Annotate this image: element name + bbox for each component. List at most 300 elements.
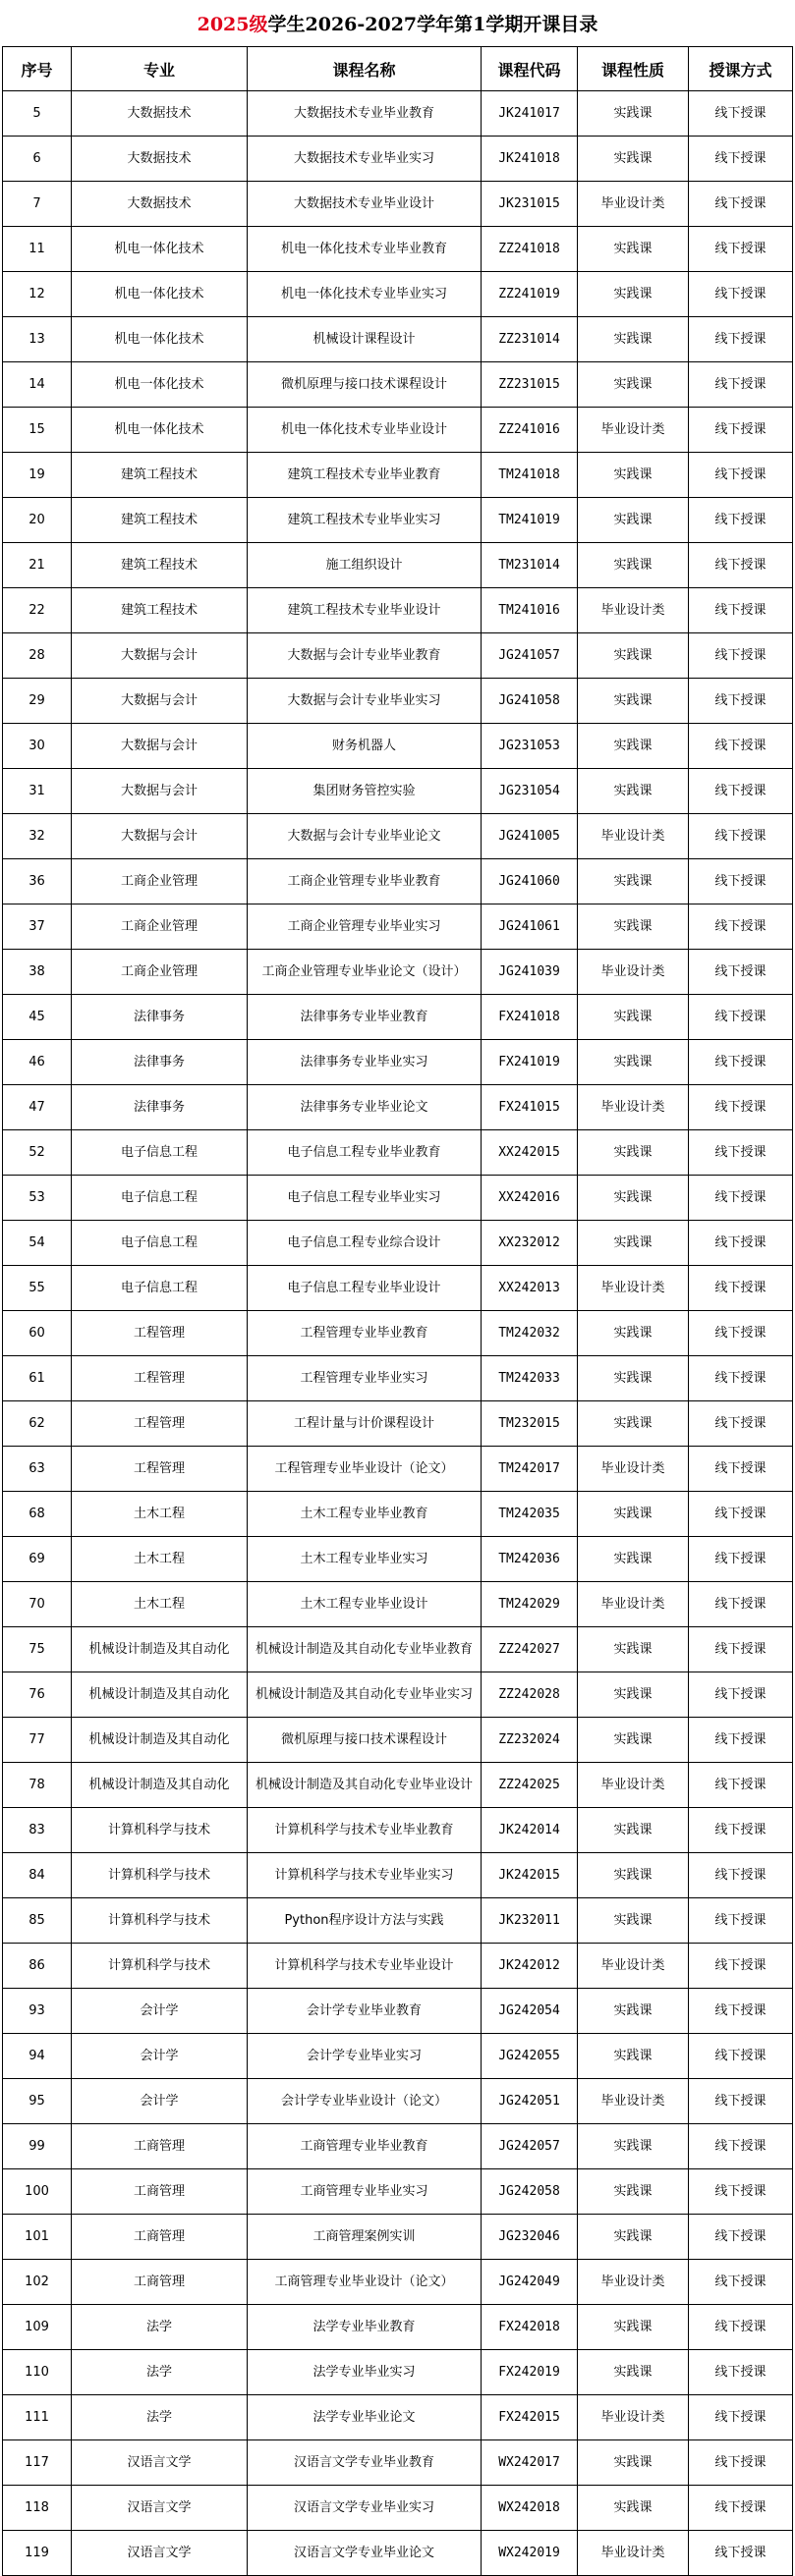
cell-code: XX242013 (482, 1266, 578, 1311)
cell-major: 法学 (72, 2305, 248, 2350)
cell-mode: 线下授课 (689, 543, 793, 588)
cell-code: TM242036 (482, 1537, 578, 1582)
cell-mode: 线下授课 (689, 137, 793, 182)
cell-code: ZZ242027 (482, 1627, 578, 1672)
cell-seq: 95 (3, 2079, 72, 2124)
cell-seq: 77 (3, 1718, 72, 1763)
cell-course: 施工组织设计 (248, 543, 482, 588)
cell-major: 汉语言文学 (72, 2440, 248, 2486)
cell-seq: 12 (3, 272, 72, 317)
cell-type: 实践课 (578, 904, 689, 950)
cell-course: 大数据技术专业毕业实习 (248, 137, 482, 182)
cell-seq: 53 (3, 1176, 72, 1221)
cell-code: FX242015 (482, 2395, 578, 2440)
cell-mode: 线下授课 (689, 1672, 793, 1718)
cell-type: 毕业设计类 (578, 2079, 689, 2124)
cell-major: 工程管理 (72, 1311, 248, 1356)
cell-seq: 32 (3, 814, 72, 859)
cell-type: 实践课 (578, 2169, 689, 2215)
cell-course: 大数据与会计专业毕业教育 (248, 633, 482, 679)
table-row (3, 182, 793, 227)
cell-course: 电子信息工程专业毕业设计 (248, 1266, 482, 1311)
cell-major: 工程管理 (72, 1401, 248, 1447)
cell-type: 毕业设计类 (578, 2531, 689, 2576)
cell-seq: 110 (3, 2350, 72, 2395)
cell-type: 实践课 (578, 724, 689, 769)
cell-course: 机电一体化技术专业毕业实习 (248, 272, 482, 317)
cell-code: TM241018 (482, 453, 578, 498)
cell-seq: 109 (3, 2305, 72, 2350)
cell-major: 计算机科学与技术 (72, 1944, 248, 1989)
cell-major: 汉语言文学 (72, 2531, 248, 2576)
cell-type: 实践课 (578, 453, 689, 498)
cell-mode: 线下授课 (689, 2531, 793, 2576)
cell-type: 毕业设计类 (578, 814, 689, 859)
cell-type: 实践课 (578, 2034, 689, 2079)
cell-seq: 69 (3, 1537, 72, 1582)
cell-mode: 线下授课 (689, 1763, 793, 1808)
cell-major: 建筑工程技术 (72, 453, 248, 498)
cell-type: 实践课 (578, 1176, 689, 1221)
cell-major: 建筑工程技术 (72, 543, 248, 588)
cell-type: 实践课 (578, 1311, 689, 1356)
cell-course: 会计学专业毕业实习 (248, 2034, 482, 2079)
cell-mode: 线下授课 (689, 1718, 793, 1763)
cell-type: 实践课 (578, 2350, 689, 2395)
cell-course: 工商企业管理专业毕业论文（设计） (248, 950, 482, 995)
cell-code: JK242012 (482, 1944, 578, 1989)
cell-seq: 29 (3, 679, 72, 724)
cell-type: 实践课 (578, 1808, 689, 1853)
cell-major: 大数据技术 (72, 137, 248, 182)
cell-code: JK241018 (482, 137, 578, 182)
cell-seq: 55 (3, 1266, 72, 1311)
cell-seq: 102 (3, 2260, 72, 2305)
cell-code: JG242057 (482, 2124, 578, 2169)
cell-major: 工商管理 (72, 2260, 248, 2305)
cell-major: 机电一体化技术 (72, 317, 248, 362)
cell-seq: 54 (3, 1221, 72, 1266)
cell-type: 实践课 (578, 2305, 689, 2350)
cell-type: 实践课 (578, 1401, 689, 1447)
table-row (3, 1447, 793, 1492)
cell-course: 土木工程专业毕业设计 (248, 1582, 482, 1627)
cell-type: 实践课 (578, 1853, 689, 1898)
table-row (3, 317, 793, 362)
cell-major: 机电一体化技术 (72, 272, 248, 317)
cell-type: 实践课 (578, 1356, 689, 1401)
cell-type: 实践课 (578, 2486, 689, 2531)
cell-type: 实践课 (578, 317, 689, 362)
cell-code: JK231015 (482, 182, 578, 227)
cell-course: 工商管理案例实训 (248, 2215, 482, 2260)
cell-course: 计算机科学与技术专业毕业教育 (248, 1808, 482, 1853)
header-major: 专业 (72, 47, 248, 91)
cell-seq: 15 (3, 408, 72, 453)
cell-type: 毕业设计类 (578, 2395, 689, 2440)
cell-type: 实践课 (578, 769, 689, 814)
cell-course: 汉语言文学专业毕业实习 (248, 2486, 482, 2531)
cell-course: 电子信息工程专业毕业教育 (248, 1130, 482, 1176)
table-row (3, 1763, 793, 1808)
table-row (3, 1040, 793, 1085)
table-row (3, 1266, 793, 1311)
cell-seq: 47 (3, 1085, 72, 1130)
cell-mode: 线下授课 (689, 859, 793, 904)
cell-seq: 117 (3, 2440, 72, 2486)
cell-seq: 100 (3, 2169, 72, 2215)
cell-course: 机械设计课程设计 (248, 317, 482, 362)
cell-major: 工商企业管理 (72, 950, 248, 995)
cell-type: 实践课 (578, 2124, 689, 2169)
cell-mode: 线下授课 (689, 2260, 793, 2305)
table-row (3, 633, 793, 679)
table-row (3, 2440, 793, 2486)
cell-mode: 线下授课 (689, 227, 793, 272)
cell-major: 电子信息工程 (72, 1176, 248, 1221)
table-row (3, 1672, 793, 1718)
cell-seq: 75 (3, 1627, 72, 1672)
cell-code: ZZ242025 (482, 1763, 578, 1808)
cell-seq: 101 (3, 2215, 72, 2260)
cell-code: ZZ241016 (482, 408, 578, 453)
cell-seq: 85 (3, 1898, 72, 1944)
cell-type: 毕业设计类 (578, 1085, 689, 1130)
cell-major: 计算机科学与技术 (72, 1898, 248, 1944)
cell-major: 会计学 (72, 1989, 248, 2034)
cell-mode: 线下授课 (689, 1401, 793, 1447)
cell-code: JG241058 (482, 679, 578, 724)
cell-course: 大数据与会计专业毕业论文 (248, 814, 482, 859)
cell-type: 毕业设计类 (578, 1447, 689, 1492)
cell-seq: 13 (3, 317, 72, 362)
cell-mode: 线下授课 (689, 2486, 793, 2531)
cell-type: 实践课 (578, 1672, 689, 1718)
cell-course: 汉语言文学专业毕业教育 (248, 2440, 482, 2486)
cell-type: 实践课 (578, 2215, 689, 2260)
cell-seq: 7 (3, 182, 72, 227)
table-row (3, 1718, 793, 1763)
cell-code: TM242035 (482, 1492, 578, 1537)
cell-major: 法学 (72, 2395, 248, 2440)
cell-mode: 线下授课 (689, 1130, 793, 1176)
cell-course: 计算机科学与技术专业毕业设计 (248, 1944, 482, 1989)
cell-mode: 线下授课 (689, 1627, 793, 1672)
cell-code: JK242014 (482, 1808, 578, 1853)
header-course: 课程名称 (248, 47, 482, 91)
table-row (3, 1311, 793, 1356)
cell-seq: 60 (3, 1311, 72, 1356)
cell-code: JG242051 (482, 2079, 578, 2124)
cell-seq: 94 (3, 2034, 72, 2079)
cell-code: JG232046 (482, 2215, 578, 2260)
cell-major: 大数据技术 (72, 182, 248, 227)
cell-course: 法律事务专业毕业论文 (248, 1085, 482, 1130)
cell-mode: 线下授课 (689, 2034, 793, 2079)
cell-major: 大数据与会计 (72, 633, 248, 679)
cell-code: ZZ241018 (482, 227, 578, 272)
cell-type: 实践课 (578, 498, 689, 543)
cell-course: 工商管理专业毕业教育 (248, 2124, 482, 2169)
cell-code: JG241061 (482, 904, 578, 950)
cell-code: JG242055 (482, 2034, 578, 2079)
table-row (3, 1944, 793, 1989)
cell-mode: 线下授课 (689, 1582, 793, 1627)
cell-mode: 线下授课 (689, 995, 793, 1040)
cell-seq: 28 (3, 633, 72, 679)
table-row (3, 91, 793, 137)
cell-type: 实践课 (578, 227, 689, 272)
cell-mode: 线下授课 (689, 408, 793, 453)
cell-code: JK242015 (482, 1853, 578, 1898)
cell-mode: 线下授课 (689, 317, 793, 362)
cell-seq: 118 (3, 2486, 72, 2531)
cell-major: 大数据与会计 (72, 724, 248, 769)
cell-mode: 线下授课 (689, 2215, 793, 2260)
table-row (3, 679, 793, 724)
cell-mode: 线下授课 (689, 1989, 793, 2034)
cell-course: 会计学专业毕业设计（论文） (248, 2079, 482, 2124)
cell-mode: 线下授课 (689, 1085, 793, 1130)
cell-type: 实践课 (578, 1492, 689, 1537)
title-text: 学生2026-2027学年第1学期开课目录 (267, 14, 598, 35)
cell-code: JG242049 (482, 2260, 578, 2305)
cell-major: 机械设计制造及其自动化 (72, 1718, 248, 1763)
cell-type: 实践课 (578, 362, 689, 408)
cell-code: JG241039 (482, 950, 578, 995)
table-row (3, 1176, 793, 1221)
cell-code: TM241019 (482, 498, 578, 543)
cell-course: 法学专业毕业论文 (248, 2395, 482, 2440)
cell-course: 微机原理与接口技术课程设计 (248, 1718, 482, 1763)
cell-major: 法学 (72, 2350, 248, 2395)
cell-major: 工商管理 (72, 2215, 248, 2260)
table-header-row (3, 47, 793, 91)
cell-type: 实践课 (578, 1130, 689, 1176)
cell-code: FX241015 (482, 1085, 578, 1130)
table-row (3, 1853, 793, 1898)
cell-seq: 93 (3, 1989, 72, 2034)
cell-mode: 线下授课 (689, 1040, 793, 1085)
table-row (3, 859, 793, 904)
cell-mode: 线下授课 (689, 769, 793, 814)
cell-mode: 线下授课 (689, 633, 793, 679)
cell-mode: 线下授课 (689, 362, 793, 408)
cell-mode: 线下授课 (689, 2350, 793, 2395)
cell-code: TM242017 (482, 1447, 578, 1492)
cell-type: 毕业设计类 (578, 408, 689, 453)
cell-seq: 52 (3, 1130, 72, 1176)
cell-course: 建筑工程技术专业毕业教育 (248, 453, 482, 498)
cell-code: ZZ242028 (482, 1672, 578, 1718)
cell-seq: 38 (3, 950, 72, 995)
cell-code: FX241019 (482, 1040, 578, 1085)
cell-mode: 线下授课 (689, 814, 793, 859)
cell-course: 法律事务专业毕业实习 (248, 1040, 482, 1085)
cell-mode: 线下授课 (689, 2169, 793, 2215)
cell-seq: 5 (3, 91, 72, 137)
cell-seq: 14 (3, 362, 72, 408)
cell-course: 建筑工程技术专业毕业设计 (248, 588, 482, 633)
cell-code: ZZ241019 (482, 272, 578, 317)
cell-course: 建筑工程技术专业毕业实习 (248, 498, 482, 543)
cell-mode: 线下授课 (689, 1492, 793, 1537)
table-row (3, 272, 793, 317)
cell-major: 大数据技术 (72, 91, 248, 137)
cell-course: Python程序设计方法与实践 (248, 1898, 482, 1944)
cell-code: XX232012 (482, 1221, 578, 1266)
cell-course: 土木工程专业毕业教育 (248, 1492, 482, 1537)
cell-course: 工商管理专业毕业设计（论文） (248, 2260, 482, 2305)
table-row (3, 1627, 793, 1672)
cell-course: 法律事务专业毕业教育 (248, 995, 482, 1040)
cell-major: 机电一体化技术 (72, 227, 248, 272)
cell-seq: 19 (3, 453, 72, 498)
cell-code: TM242033 (482, 1356, 578, 1401)
cell-type: 实践课 (578, 137, 689, 182)
cell-type: 实践课 (578, 679, 689, 724)
cell-major: 工程管理 (72, 1356, 248, 1401)
cell-course: 工商管理专业毕业实习 (248, 2169, 482, 2215)
cell-major: 工程管理 (72, 1447, 248, 1492)
cell-mode: 线下授课 (689, 272, 793, 317)
cell-code: JK232011 (482, 1898, 578, 1944)
cell-type: 毕业设计类 (578, 2260, 689, 2305)
cell-major: 工商企业管理 (72, 904, 248, 950)
cell-type: 实践课 (578, 1537, 689, 1582)
cell-mode: 线下授课 (689, 1808, 793, 1853)
cell-course: 机械设计制造及其自动化专业毕业实习 (248, 1672, 482, 1718)
cell-type: 实践课 (578, 995, 689, 1040)
cell-type: 实践课 (578, 1718, 689, 1763)
cell-course: 机械设计制造及其自动化专业毕业设计 (248, 1763, 482, 1808)
cell-mode: 线下授课 (689, 950, 793, 995)
table-row (3, 1356, 793, 1401)
table-row (3, 2215, 793, 2260)
cell-seq: 83 (3, 1808, 72, 1853)
cell-code: XX242015 (482, 1130, 578, 1176)
cell-mode: 线下授课 (689, 1537, 793, 1582)
table-row (3, 543, 793, 588)
cell-major: 建筑工程技术 (72, 498, 248, 543)
cell-mode: 线下授课 (689, 2079, 793, 2124)
table-row (3, 2395, 793, 2440)
cell-code: XX242016 (482, 1176, 578, 1221)
cell-type: 毕业设计类 (578, 1944, 689, 1989)
cell-major: 机械设计制造及其自动化 (72, 1627, 248, 1672)
cell-seq: 86 (3, 1944, 72, 1989)
cell-seq: 21 (3, 543, 72, 588)
cell-code: JG241005 (482, 814, 578, 859)
cell-course: 工程管理专业毕业设计（论文） (248, 1447, 482, 1492)
table-row (3, 1808, 793, 1853)
table-row (3, 950, 793, 995)
title-year: 2025级 (197, 14, 268, 35)
cell-type: 毕业设计类 (578, 1582, 689, 1627)
cell-type: 毕业设计类 (578, 588, 689, 633)
cell-mode: 线下授课 (689, 1944, 793, 1989)
cell-type: 实践课 (578, 1898, 689, 1944)
cell-major: 电子信息工程 (72, 1266, 248, 1311)
cell-mode: 线下授课 (689, 91, 793, 137)
cell-code: FX242019 (482, 2350, 578, 2395)
cell-mode: 线下授课 (689, 724, 793, 769)
table-row (3, 2124, 793, 2169)
cell-type: 实践课 (578, 1627, 689, 1672)
cell-course: 微机原理与接口技术课程设计 (248, 362, 482, 408)
cell-mode: 线下授课 (689, 1898, 793, 1944)
table-row (3, 2034, 793, 2079)
cell-mode: 线下授课 (689, 679, 793, 724)
cell-mode: 线下授课 (689, 1221, 793, 1266)
cell-major: 会计学 (72, 2079, 248, 2124)
cell-code: ZZ232024 (482, 1718, 578, 1763)
table-row (3, 2079, 793, 2124)
header-code: 课程代码 (482, 47, 578, 91)
cell-course: 计算机科学与技术专业毕业实习 (248, 1853, 482, 1898)
cell-mode: 线下授课 (689, 2440, 793, 2486)
cell-type: 毕业设计类 (578, 1266, 689, 1311)
cell-major: 机械设计制造及其自动化 (72, 1763, 248, 1808)
cell-type: 实践课 (578, 2440, 689, 2486)
table-row (3, 1898, 793, 1944)
table-row (3, 1221, 793, 1266)
cell-code: JG231053 (482, 724, 578, 769)
header-mode: 授课方式 (689, 47, 793, 91)
cell-seq: 46 (3, 1040, 72, 1085)
table-row (3, 1085, 793, 1130)
cell-mode: 线下授课 (689, 453, 793, 498)
cell-major: 土木工程 (72, 1492, 248, 1537)
cell-seq: 30 (3, 724, 72, 769)
table-row (3, 2531, 793, 2576)
cell-seq: 20 (3, 498, 72, 543)
cell-code: ZZ231015 (482, 362, 578, 408)
cell-major: 会计学 (72, 2034, 248, 2079)
cell-course: 机电一体化技术专业毕业教育 (248, 227, 482, 272)
cell-code: JG231054 (482, 769, 578, 814)
cell-seq: 76 (3, 1672, 72, 1718)
table-row (3, 588, 793, 633)
cell-seq: 111 (3, 2395, 72, 2440)
cell-type: 实践课 (578, 543, 689, 588)
cell-seq: 6 (3, 137, 72, 182)
cell-mode: 线下授课 (689, 1447, 793, 1492)
cell-seq: 22 (3, 588, 72, 633)
table-row (3, 137, 793, 182)
cell-course: 工程管理专业毕业实习 (248, 1356, 482, 1401)
cell-major: 大数据与会计 (72, 814, 248, 859)
cell-major: 工商企业管理 (72, 859, 248, 904)
cell-course: 汉语言文学专业毕业论文 (248, 2531, 482, 2576)
cell-type: 毕业设计类 (578, 182, 689, 227)
cell-course: 工程管理专业毕业教育 (248, 1311, 482, 1356)
course-table (2, 46, 793, 2576)
cell-code: JG242058 (482, 2169, 578, 2215)
cell-major: 土木工程 (72, 1582, 248, 1627)
table-row (3, 1130, 793, 1176)
cell-major: 工商管理 (72, 2124, 248, 2169)
cell-type: 实践课 (578, 1040, 689, 1085)
cell-course: 土木工程专业毕业实习 (248, 1537, 482, 1582)
cell-code: WX242019 (482, 2531, 578, 2576)
cell-course: 大数据技术专业毕业设计 (248, 182, 482, 227)
cell-mode: 线下授课 (689, 1356, 793, 1401)
table-row (3, 995, 793, 1040)
cell-type: 实践课 (578, 272, 689, 317)
cell-code: WX242018 (482, 2486, 578, 2531)
cell-major: 机电一体化技术 (72, 362, 248, 408)
